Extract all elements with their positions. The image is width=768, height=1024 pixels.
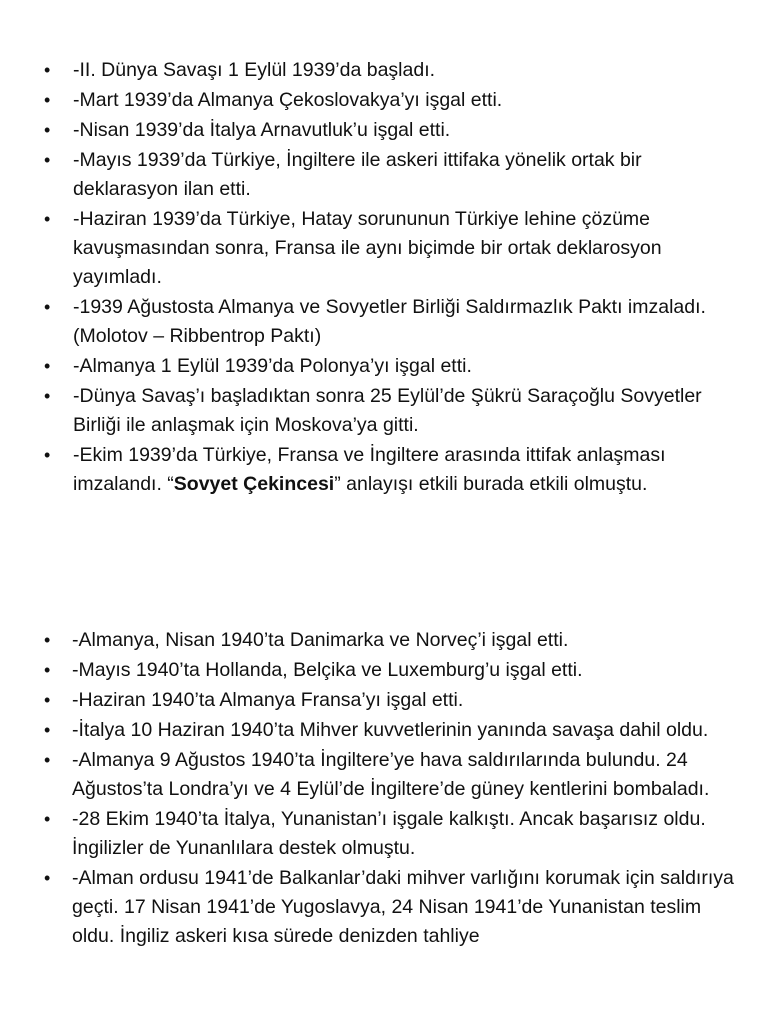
list-item-text: -Mayıs 1940’ta Hollanda, Belçika ve Luxemburg’u işgal etti. [72,659,583,681]
list-item-text: -II. Dünya Savaşı 1 Eylül 1939’da başladı. [73,59,436,81]
list-item [0,352,768,381]
list-item-text: -Mayıs 1939’da Türkiye, İngiltere ile askeri ittifaka yönelik ortak bir deklarasyon ilan etti. [73,149,642,200]
list-item-text: -Almanya 9 Ağustos 1940’ta İngiltere’ye hava saldırılarında bulundu. 24 Ağustos’ta Londra’yı ve 4 Eylül’de İngiltere’de güney kentlerini bombaladı. [72,749,710,800]
list-item [0,116,768,145]
list-item [0,686,768,715]
list-item [0,716,768,745]
list-item [0,382,768,440]
list-item [0,656,768,685]
list-item-text-after: ” anlayışı etkili burada etkili olmuştu. [334,473,648,495]
list-item [0,205,768,292]
list-item [0,56,768,85]
list-item-text: -Alman ordusu 1941’de Balkanlar’daki mihver varlığını korumak için saldırıya geçti. 17 Nisan 1941’de Yugoslavya, 24 Nisan 1941’de Yunanistan teslim oldu. İngiliz askeri kısa sürede denizden tahliye [72,867,734,947]
list-item-text: -Nisan 1939’da İtalya Arnavutluk’u işgal etti. [73,119,451,141]
bullet-icon: • [44,809,51,829]
list-item-text: -Mart 1939’da Almanya Çekoslovakya’yı işgal etti. [73,89,503,111]
list-item-text: -Almanya 1 Eylül 1939’da Polonya’yı işgal etti. [73,355,472,377]
bold-term: Sovyet Çekincesi [173,473,335,495]
list-item [0,864,768,951]
bullet-list-1940 [0,626,768,951]
bullet-list-1939 [0,56,768,499]
bullet-icon: • [44,90,51,110]
list-item [0,805,768,863]
section-1939-events [0,56,768,500]
list-item-text: -Dünya Savaş’ı başladıktan sonra 25 Eylül’de Şükrü Saraçoğlu Sovyetler Birliği ile anlaşmak için Moskova’ya gitti. [73,385,702,436]
bullet-icon: • [44,690,51,710]
list-item-text: -Haziran 1939’da Türkiye, Hatay sorununun Türkiye lehine çözüme kavuşmasından sonra, Fransa ile aynı biçimde bir ortak deklarosyon yayımladı. [73,208,662,288]
list-item-text: -1939 Ağustosta Almanya ve Sovyetler Birliği Saldırmazlık Paktı imzaladı. (Molotov – Ribbentrop Paktı) [73,296,706,347]
bullet-icon: • [44,297,51,317]
list-item [0,626,768,655]
section-1940-events [0,626,768,952]
bullet-icon: • [44,386,51,406]
list-item-text: -İtalya 10 Haziran 1940’ta Mihver kuvvetlerinin yanında savaşa dahil oldu. [72,719,709,741]
list-item-text-before: -Ekim 1939’da Türkiye, Fransa ve İngiltere arasında ittifak anlaşması imzalandı. “ [73,444,666,495]
bullet-icon: • [44,660,51,680]
list-item-text: -Haziran 1940’ta Almanya Fransa’yı işgal etti. [72,689,464,711]
bullet-icon: • [44,60,51,80]
bullet-icon: • [44,120,51,140]
list-item [0,146,768,204]
bullet-icon: • [44,209,51,229]
bullet-icon: • [44,750,51,770]
bullet-icon: • [44,445,51,465]
list-item [0,746,768,804]
bullet-icon: • [44,356,51,376]
list-item-text: -28 Ekim 1940’ta İtalya, Yunanistan’ı işgale kalkıştı. Ancak başarısız oldu. İngilizler de Yunanlılara destek olmuştu. [72,808,706,859]
list-item [0,293,768,351]
bullet-icon: • [44,868,51,888]
list-item-text: -Almanya, Nisan 1940’ta Danimarka ve Norveç’i işgal etti. [72,629,569,651]
bullet-icon: • [44,150,51,170]
bullet-icon: • [44,630,51,650]
list-item [0,86,768,115]
list-item [0,441,768,499]
bullet-icon: • [44,720,51,740]
